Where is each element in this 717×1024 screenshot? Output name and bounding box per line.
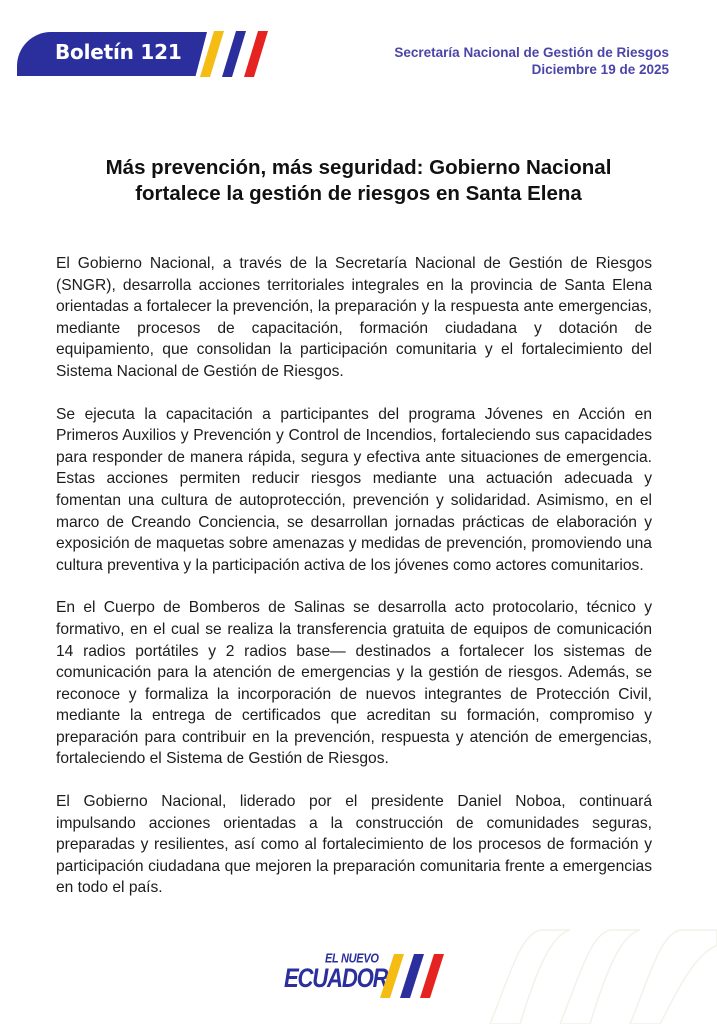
- watermark-stripes-icon: [480, 915, 717, 1024]
- flag-stripes-icon: [200, 31, 270, 77]
- stripe-blue: [222, 31, 246, 77]
- organization-name: Secretaría Nacional de Gestión de Riesgos: [394, 45, 669, 60]
- logo-top-text: EL NUEVO: [325, 952, 379, 966]
- el-nuevo-ecuador-logo: [280, 948, 450, 1003]
- paragraph: El Gobierno Nacional, liderado por el presidente Daniel Noboa, continuará impulsando acciones orientadas a la construcción de comunidades seguras, preparadas y resilientes, así como al fortalecimiento de los procesos de formación y participación ciudadana que mejoren la preparación comunitaria frente a emergencias en todo el país.: [56, 793, 652, 897]
- header-info: [394, 44, 669, 78]
- article-body: [56, 253, 652, 920]
- bulletin-date: Diciembre 19 de 2025: [531, 62, 669, 77]
- paragraph: El Gobierno Nacional, a través de la Secretaría Nacional de Gestión de Riesgos (SNGR), desarrolla acciones territoriales integrales en la provincia de Santa Elena orientadas a fortalecer la prevención, la preparación y la respuesta ante emergencias, mediante procesos de capacitación, formación ciudadana y dotación de equipamiento, que consolidan la participación comunitaria y el fortalecimiento del Sistema Nacional de Gestión de Riesgos.: [56, 255, 652, 380]
- paragraph: Se ejecuta la capacitación a participantes del programa Jóvenes en Acción en Primeros Auxilios y Prevención y Control de Incendios, fortaleciendo sus capacidades para responder de manera rápida, segura y efectiva ante situaciones de emergencia. Estas acciones permiten reducir riesgos mediante una actuación adecuada y fomentan una cultura de autoprotección, prevención y solidaridad. Asimismo, en el marco de Creando Conciencia, se desarrollan jornadas prácticas de elaboración y exposición de maquetas sobre amenazas y medidas de prevención, promoviendo una cultura preventiva y la participación activa de los jóvenes como actores comunitarios.: [56, 405, 652, 574]
- title-line-1: Más prevención, más seguridad: Gobierno Nacional: [105, 156, 612, 179]
- logo-stripe-blue: [400, 954, 424, 998]
- logo-stripes-icon: [380, 950, 450, 1000]
- logo-stripe-yellow: [380, 954, 404, 998]
- logo-main-text: ECUADOR: [284, 963, 388, 993]
- title-line-2: fortalece la gestión de riesgos en Santa Elena: [135, 182, 582, 205]
- bulletin-number: Boletín 121: [55, 40, 182, 64]
- article-title: [40, 155, 677, 207]
- stripe-yellow: [200, 31, 224, 77]
- logo-stripe-red: [420, 954, 444, 998]
- stripe-red: [244, 31, 268, 77]
- paragraph: En el Cuerpo de Bomberos de Salinas se desarrolla acto protocolario, técnico y formativo, en el cual se realiza la transferencia gratuita de equipos de comunicación 14 radios portátiles y 2 radios base— destinados a fortalecer los sistemas de comunicación para la atención de emergencias y la gestión de riesgos. Además, se reconoce y formaliza la incorporación de nuevos integrantes de Protección Civil, mediante la entrega de certificados que acreditan su formación, compromiso y preparación para contribuir en la prevención, respuesta y atención de emergencias, fortaleciendo el Sistema de Gestión de Riesgos.: [56, 599, 652, 768]
